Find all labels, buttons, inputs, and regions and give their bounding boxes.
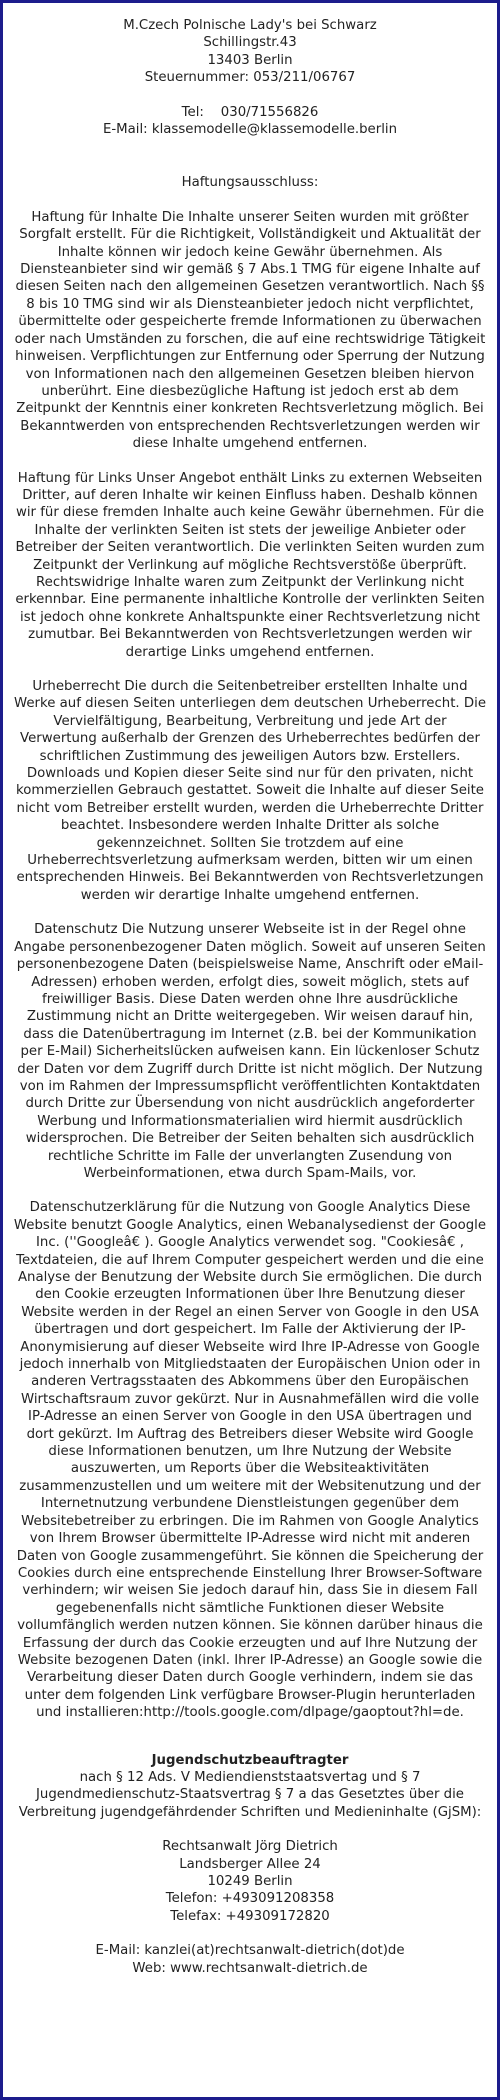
youth-officer-phone: Telefon: +493091208358 (165, 1891, 335, 1907)
youth-protection-text: nach § 12 Ads. V Mediendienststaatsvertag und § 7 Jugendmedienschutz-Staatsvertrag § 7 a das Gesetztes über die Verbreitung jugendgefährdender Schriften und Medieninhalte (GjSM): (18, 1769, 482, 1820)
company-email: E-Mail: klassemodelle@klassemodelle.berlin (102, 122, 398, 138)
youth-officer-web: Web: www.rechtsanwalt-dietrich.de (132, 1960, 368, 1976)
youth-officer-email: E-Mail: kanzlei(at)rechtsanwalt-dietrich(dot)de (95, 1943, 405, 1959)
youth-officer-fax: Telefax: +49309172820 (170, 1908, 330, 1924)
company-phone: Tel: 030/71556826 (181, 104, 319, 120)
company-name: M.Czech Polnische Lady's bei Schwarz (123, 18, 377, 33)
privacy-paragraph: Datenschutz Die Nutzung unserer Webseite ist in der Regel ohne Angabe personenbezogener Daten möglich. Soweit auf unseren Seiten personenbezogene Daten (beispielsweise Name, Anschrift oder eMail-Adressen) erhoben werden, erfolgt dies, soweit möglich, stets auf freiwilliger Basis. Diese Daten werden ohne Ihre ausdrückliche Zustimmung nicht an Dritte weitergegeben. Wir weisen darauf hin, dass die Datenübertragung im Internet (z.B. bei der Kommunikation per E-Mail) Sicherheitslücken aufweisen kann. Ein lückenloser Schutz der Daten vor dem Zugriff durch Dritte ist nicht möglich. Der Nutzung von im Rahmen der Impressumspflicht veröffentlichten Kontaktdaten durch Dritte zur Übersendung von nicht ausdrücklich angeforderter Werbung und Informationsmaterialien wird hiermit ausdrücklich widersprochen. Die Betreiber der Seiten behalten sich ausdrücklich rechtliche Schritte im Falle der unverlangten Zusendung von Werbeinformationen, etwa durch Spam-Mails, vor. (14, 922, 491, 1181)
youth-officer-name: Rechtsanwalt Jörg Dietrich (162, 1839, 338, 1855)
copyright-paragraph: Urheberrecht Die durch die Seitenbetreiber erstellten Inhalte und Werke auf diesen Seiten unterliegen dem deutschen Urheberrecht. Die Vervielfältigung, Bearbeitung, Verbreitung und jede Art der Verwertung außerhalb der Grenzen des Urheberrechtes bedürfen der schriftlichen Zustimmung des jeweiligen Autors bzw. Erstellers. Downloads und Kopien dieser Seite sind nur für den privaten, nicht kommerziellen Gebrauch gestattet. Soweit die Inhalte auf dieser Seite nicht vom Betreiber erstellt wurden, werden die Urheberrechte Dritter beachtet. Insbesondere werden Inhalte Dritter als solche gekennzeichnet. Sollten Sie trotzdem auf eine Urheberrechtsverletzung aufmerksam werden, bitten wir um einen entsprechenden Hinweis. Bei Bekanntwerden von Rechtsverletzungen werden wir derartige Inhalte umgehend entfernen. (14, 679, 491, 903)
company-tax-number: Steuernummer: 053/211/06767 (144, 70, 356, 86)
google-optout-link[interactable]: http://tools.google.com/dlpage/gaoptout?hl=de. (143, 1705, 464, 1721)
google-analytics-paragraph (13, 1199, 491, 1721)
youth-protection-heading: Jugendschutzbeauftragter (151, 1752, 349, 1768)
disclaimer-heading: Haftungsausschluss: (181, 175, 319, 191)
liability-content-paragraph: Haftung für Inhalte Die Inhalte unserer Seiten wurden mit größter Sorgfalt erstellt. Für die Richtigkeit, Vollständigkeit und Aktualität der Inhalte können wir jedoch keine Gewähr übernehmen. Als Diensteanbieter sind wir gemäß § 7 Abs.1 TMG für eigene Inhalte auf diesen Seiten nach den allgemeinen Gesetzen verantwortlich. Nach §§ 8 bis 10 TMG sind wir als Diensteanbieter jedoch nicht verpflichtet, übermittelte oder gespeicherte fremde Informationen zu überwachen oder nach Umständen zu forschen, die auf eine rechtswidrige Tätigkeit hinweisen. Verpflichtungen zur Entfernung oder Sperrung der Nutzung von Informationen nach den allgemeinen Gesetzen bleiben hiervon unberührt. Eine diesbezügliche Haftung ist jedoch erst ab dem Zeitpunkt der Kenntnis einer konkreten Rechtsverletzung möglich. Bei Bekanntwerden von entsprechenden Rechtsverletzungen werden wir diese Inhalte umgehend entfernen. (14, 209, 490, 452)
liability-links-paragraph: Haftung für Links Unser Angebot enthält Links zu externen Webseiten Dritter, auf deren Inhalte wir keinen Einfluss haben. Deshalb können wir für diese fremden Inhalte auch keine Gewähr übernehmen. Für die Inhalte der verlinkten Seiten ist stets der jeweilige Anbieter oder Betreiber der Seiten verantwortlich. Die verlinkten Seiten wurden zum Zeitpunkt der Verlinkung auf mögliche Rechtsverstöße überprüft. Rechtswidrige Inhalte waren zum Zeitpunkt der Verlinkung nicht erkennbar. Eine permanente inhaltliche Kontrolle der verlinkten Seiten ist jedoch ohne konkrete Anhaltspunkte einer Rechtsverletzung nicht zumutbar. Bei Bekanntwerden von Rechtsverletzungen werden wir derartige Links umgehend entfernen. (15, 470, 489, 660)
google-analytics-text: Datenschutzerklärung für die Nutzung von Google Analytics Diese Website benutzt Google Analytics, einen Webanalysedienst der Google Inc. (''Googleâ€ ). Google Analytics verwendet sog. "Cookiesâ€ , Textdateien, die auf Ihrem Computer gespeichert werden und die eine Analyse der Benutzung der Website durch Sie ermöglichen. Die durch den Cookie erzeugten Informationen über Ihre Benutzung dieser Website werden in der Regel an einen Server von Google in den USA übertragen und dort gespeichert. Im Falle der Aktivierung der IP-Anonymisierung auf dieser Webseite wird Ihre IP-Adresse von Google jedoch innerhalb von Mitgliedstaaten der Europäischen Union oder in anderen Vertragsstaaten des Abkommens über den Europäischen Wirtschaftsraum zuvor gekürzt. Nur in Ausnahmefällen wird die volle IP-Adresse an einen Server von Google in den USA übertragen und dort gekürzt. Im Auftrag des Betreibers dieser Website wird Google diese Informationen benutzen, um Ihre Nutzung der Website auszuwerten, um Reports über die Websiteaktivitäten zusammenzustellen und um weitere mit der Websitenutzung und der Internetnutzung verbundene Dienstleistungen gegenüber dem Websitebetreiber zu erbringen. Die im Rahmen von Google Analytics von Ihrem Browser übermittelte IP-Adresse wird nicht mit anderen Daten von Google zusammengeführt. Sie können die Speicherung der Cookies durch eine entsprechende Einstellung Ihrer Browser-Software verhindern; wir weisen Sie jedoch darauf hin, dass Sie in diesem Fall gegebenenfalls nicht sämtliche Funktionen dieser Website vollumfänglich werden nutzen können. Sie können darüber hinaus die Erfassung der durch das Cookie erzeugten und auf Ihre Nutzung der Website bezogenen Daten (inkl. Ihrer IP-Adresse) an Google sowie die Verarbeitung dieser Daten durch Google verhindern, indem sie das unter dem folgenden Link verfügbare Browser-Plugin herunterladen und installieren: (13, 1200, 491, 1721)
youth-officer-city: 10249 Berlin (207, 1874, 293, 1889)
company-city: 13403 Berlin (207, 52, 293, 68)
company-street: Schillingstr.43 (203, 35, 297, 51)
youth-officer-street: Landsberger Allee 24 (179, 1856, 321, 1872)
